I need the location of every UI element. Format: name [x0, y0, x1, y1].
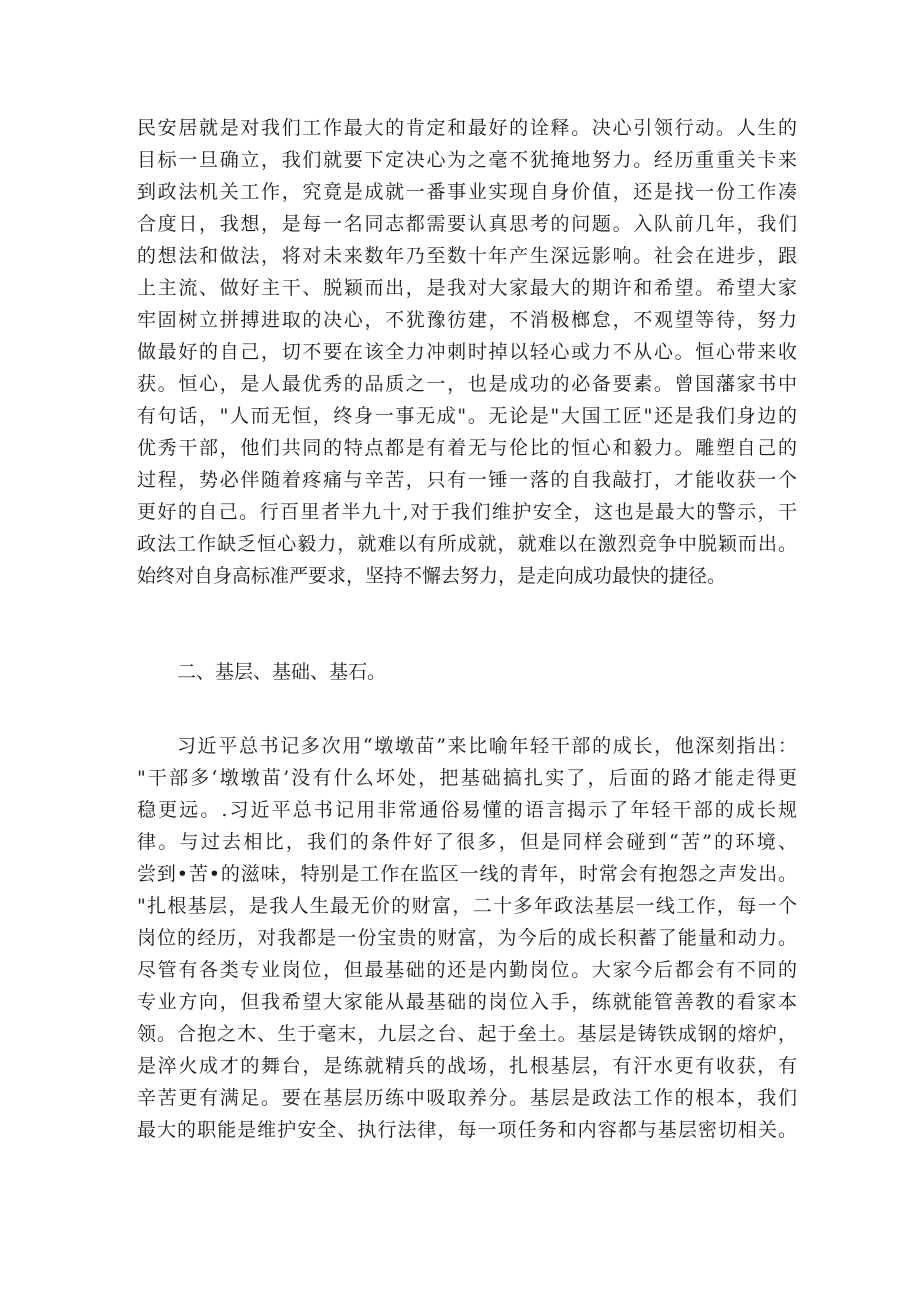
paragraph-line: 专业方向，但我希望大家能从最基础的岗位入手，练就能管善教的看家本	[137, 991, 797, 1013]
paragraph-line: 是淬火成才的舞台，是练就精兵的战场，扎根基层，有汗水更有收获，有	[137, 1055, 797, 1077]
paragraph-line: 到政法机关工作，究竟是成就一番事业实现自身价值，还是找一份工作凑	[137, 181, 797, 203]
paragraph-line: 有句话，"人而无恒，终身一事无成"。无论是"大国工匠"还是我们身边的	[137, 405, 797, 427]
paragraph-line: 习近平总书记多次用“墩墩苗”来比喻年轻干部的成长，他深刻指出：	[177, 735, 797, 757]
paragraph-line: 获。恒心，是人最优秀的品质之一，也是成功的必备要素。曾国藩家书中	[137, 373, 797, 395]
paragraph-line: 的想法和做法，将对未来数年乃至数十年产生深远影响。社会在进步，跟	[137, 245, 797, 267]
paragraph-line: 最大的职能是维护安全、执行法律，每一项任务和内容都与基层密切相关。	[137, 1119, 797, 1141]
paragraph-line: 更好的自己。行百里者半九十,对于我们维护安全，这也是最大的警示，干	[137, 501, 797, 523]
paragraph-line: 律。与过去相比，我们的条件好了很多，但是同样会碰到“苦”的环境、	[137, 831, 797, 853]
paragraph-line: 合度日，我想，是每一名同志都需要认真思考的问题。入队前几年，我们	[137, 213, 797, 235]
paragraph-line: 目标一旦确立，我们就要下定决心为之毫不犹掩地努力。经历重重关卡来	[137, 149, 797, 171]
paragraph-1	[137, 112, 797, 592]
paragraph-line: 始终对自身高标准严要求，坚持不懈去努力，是走向成功最快的捷径。	[137, 565, 727, 587]
paragraph-line: 政法工作缺乏恒心毅力，就难以有所成就，就难以在激烈竞争中脱颖而出。	[137, 533, 797, 555]
paragraph-line: 辛苦更有满足。要在基层历练中吸取养分。基层是政法工作的根本，我们	[137, 1087, 797, 1109]
paragraph-2	[137, 730, 797, 1146]
paragraph-line: 尝到•苦•的滋味，特别是工作在监区一线的青年，时常会有抱怨之声发出。	[137, 863, 797, 885]
paragraph-line: 牢固树立拼搏进取的决心，不犹豫彷建，不消极榔怠，不观望等待，努力	[137, 309, 797, 331]
paragraph-line: 优秀干部，他们共同的特点都是有着无与伦比的恒心和毅力。雕塑自己的	[137, 437, 797, 459]
paragraph-line: 岗位的经历，对我都是一份宝贵的财富，为今后的成长积蓄了能量和动力。	[137, 927, 797, 949]
paragraph-line: 民安居就是对我们工作最大的肯定和最好的诠释。决心引领行动。人生的	[137, 117, 797, 139]
paragraph-line: "干部多‘墩墩苗’没有什么坏处，把基础搞扎实了，后面的路才能走得更	[137, 767, 797, 789]
heading-2: 二、基层、基础、基石。	[177, 661, 387, 683]
paragraph-line: 过程，势必伴随着疼痛与辛苦，只有一锤一落的自我敲打，才能收获一个	[137, 469, 797, 491]
paragraph-line: "扎根基层，是我人生最无价的财富，二十多年政法基层一线工作，每一个	[137, 895, 797, 917]
paragraph-line: 稳更远。.习近平总书记用非常通俗易懂的语言揭示了年轻干部的成长规	[137, 799, 797, 821]
paragraph-line: 领。合抱之木、生于毫末，九层之台、起于垒土。基层是铸铁成钢的熔炉，	[137, 1023, 797, 1045]
paragraph-line: 做最好的自己，切不要在该全力冲刺时掉以轻心或力不从心。恒心带来收	[137, 341, 797, 363]
paragraph-line: 上主流、做好主干、脱颖而出，是我对大家最大的期许和希望。希望大家	[137, 277, 797, 299]
section-heading	[137, 656, 797, 688]
paragraph-line: 尽管有各类专业岗位，但最基础的还是内勤岗位。大家今后都会有不同的	[137, 959, 797, 981]
